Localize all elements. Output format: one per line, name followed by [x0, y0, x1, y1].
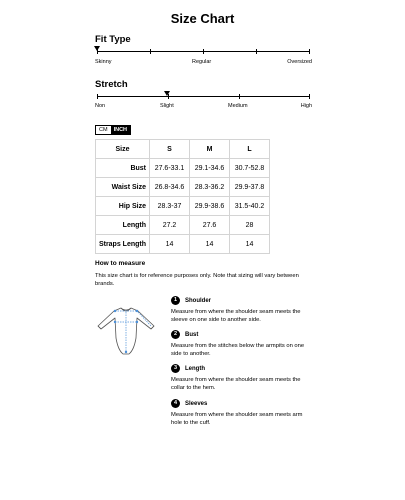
row-label: Straps Length [96, 235, 150, 254]
row-label: Waist Size [96, 178, 150, 197]
bodysuit-illustration [94, 302, 158, 358]
measure-step-bust [171, 330, 311, 359]
table-cell: 27.2 [150, 216, 190, 235]
fit-type-marker [94, 46, 100, 51]
step-title: Shoulder [185, 297, 212, 304]
stretch-scale [97, 92, 310, 102]
step-description: Measure from where the shoulder seam meets arm hole to the cuff. [171, 412, 303, 427]
table-cell: 29.9-37.8 [230, 178, 270, 197]
page-title: Size Chart [170, 11, 235, 26]
fit-type-title: Fit Type [95, 34, 131, 45]
table-cell: 26.8-34.6 [150, 178, 190, 197]
how-to-measure-title: How to measure [95, 260, 146, 267]
stretch-title: Stretch [95, 79, 128, 90]
table-header-row [96, 140, 270, 159]
table-header: L [230, 140, 270, 159]
table-cell: 28 [230, 216, 270, 235]
step-title: Length [185, 365, 205, 372]
fit-label-oversized: Oversized [287, 59, 312, 65]
stretch-marker [164, 91, 170, 96]
table-cell: 27.6-33.1 [150, 159, 190, 178]
stretch-label-slight: Slight [160, 103, 174, 109]
bodysuit-figure [94, 302, 158, 358]
measure-step-length [171, 364, 311, 393]
step-title: Sleeves [185, 400, 208, 407]
table-row [96, 197, 270, 216]
step-description: Measure from the stitches below the armpits on one side to another. [171, 343, 305, 358]
table-row [96, 235, 270, 254]
table-cell: 14 [150, 235, 190, 254]
fit-label-regular: Regular [192, 59, 212, 65]
table-cell: 14 [190, 235, 230, 254]
table-cell: 31.5-40.2 [230, 197, 270, 216]
unit-inch-button[interactable]: INCH [111, 126, 130, 134]
table-header: S [150, 140, 190, 159]
table-row [96, 178, 270, 197]
table-cell: 28.3-36.2 [190, 178, 230, 197]
measure-step-sleeves [171, 399, 311, 428]
table-cell: 28.3-37 [150, 197, 190, 216]
stretch-label-high: High [300, 103, 312, 109]
step-number-badge: 1 [171, 296, 180, 305]
table-cell: 27.6 [190, 216, 230, 235]
step-description: Measure from where the shoulder seam meets the sleeve on one side to another side. [171, 309, 301, 324]
table-cell: 14 [230, 235, 270, 254]
table-cell: 29.1-34.6 [190, 159, 230, 178]
step-title: Bust [185, 331, 199, 338]
unit-cm-button[interactable]: CM [99, 127, 108, 133]
step-number-badge: 3 [171, 364, 180, 373]
fit-type-scale [97, 47, 310, 57]
table-row [96, 159, 270, 178]
step-description: Measure from where the shoulder seam meets the collar to the hem. [171, 377, 301, 392]
measure-step-shoulder [171, 296, 311, 325]
table-header: Size [96, 140, 150, 159]
row-label: Length [96, 216, 150, 235]
row-label: Hip Size [96, 197, 150, 216]
how-to-measure-note: This size chart is for reference purposes only. Note that sizing will vary between brands. [95, 273, 299, 287]
unit-toggle [95, 125, 131, 135]
stretch-label-non: Non [95, 103, 106, 109]
step-number-badge: 4 [171, 399, 180, 408]
fit-type-labels [95, 59, 312, 69]
stretch-labels [95, 103, 312, 113]
stretch-label-medium: Medium [228, 103, 248, 109]
table-header: M [190, 140, 230, 159]
table-cell: 30.7-52.8 [230, 159, 270, 178]
step-number-badge: 2 [171, 330, 180, 339]
row-label: Bust [96, 159, 150, 178]
table-cell: 29.9-38.6 [190, 197, 230, 216]
table-row [96, 216, 270, 235]
fit-label-skinny: Skinny [95, 59, 112, 65]
size-table [95, 139, 270, 254]
